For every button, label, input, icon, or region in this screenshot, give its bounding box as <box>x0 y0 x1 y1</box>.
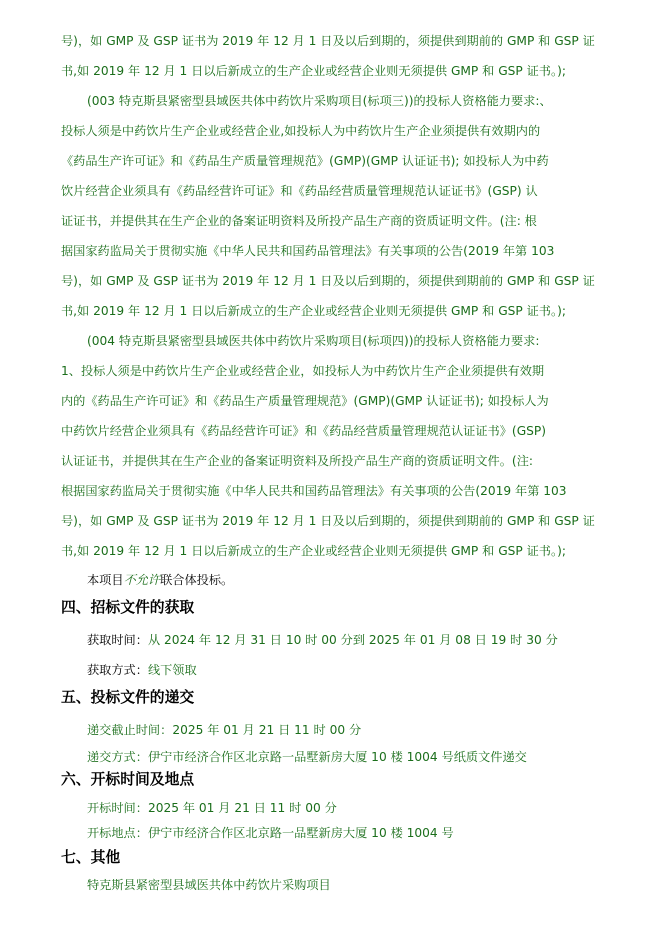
section-4-item-1 <box>87 632 558 648</box>
section-7-item-1 <box>87 877 331 893</box>
item-value: 特克斯县紧密型县域医共体中药饮片采购项目 <box>87 878 331 892</box>
item-value: 伊宁市经济合作区北京路一品墅新房大厦 10 楼 1004 号 <box>147 826 454 840</box>
item-value: 线下领取 <box>147 663 197 677</box>
consortium-value: 不允许 <box>123 573 161 587</box>
item-value: 伊宁市经济合作区北京路一品墅新房大厦 10 楼 1004 号纸质文件递交 <box>147 750 527 764</box>
paragraph-3-line-5: 认证证书，并提供其在生产企业的备案证明资料及所投产品生产商的资质证明文件。(注: <box>61 454 533 468</box>
paragraph-1-line-1: 号)，如 GMP 及 GSP 证书为 2019 年 12 月 1 日及以后到期的，须提供到期前的 GMP 和 GSP 证 <box>61 34 595 48</box>
section-5-item-1 <box>87 722 361 738</box>
paragraph-3-line-3: 内的《药品生产许可证》和《药品生产质量管理规范》(GMP)(GMP 认证证书); 如投标人为 <box>61 394 549 408</box>
paragraph-2-line-3: 《药品生产许可证》和《药品生产质量管理规范》(GMP)(GMP 认证证书); 如投标人为中药 <box>61 154 549 168</box>
section-heading-7: 七、其他 <box>61 849 121 866</box>
paragraph-3-line-2: 1、投标人须是中药饮片生产企业或经营企业，如投标人为中药饮片生产企业须提供有效期 <box>61 364 545 378</box>
paragraph-2-line-1: (003 特克斯县紧密型县域医共体中药饮片采购项目(标项三))的投标人资格能力要求:、 <box>87 94 552 108</box>
item-label: 开标地点： <box>87 826 148 840</box>
paragraph-2-line-7: 号)，如 GMP 及 GSP 证书为 2019 年 12 月 1 日及以后到期的，须提供到期前的 GMP 和 GSP 证 <box>61 274 595 288</box>
paragraph-2-line-8: 书,如 2019 年 12 月 1 日以后新成立的生产企业或经营企业则无须提供 GMP 和 GSP 证书。); <box>61 304 566 318</box>
section-4-item-2 <box>87 662 197 678</box>
item-label: 获取方式： <box>87 663 148 677</box>
item-label: 开标时间： <box>87 801 148 815</box>
paragraph-2-line-2: 投标人须是中药饮片生产企业或经营企业,如投标人为中药饮片生产企业须提供有效期内的 <box>61 124 541 138</box>
section-5-item-2 <box>87 749 527 765</box>
paragraph-3-line-6: 根据国家药监局关于贯彻实施《中华人民共和国药品管理法》有关事项的公告(2019 年第 103 <box>61 484 567 498</box>
paragraph-2-line-6: 据国家药监局关于贯彻实施《中华人民共和国药品管理法》有关事项的公告(2019 年第 103 <box>61 244 555 258</box>
paragraph-3-line-8: 书,如 2019 年 12 月 1 日以后新成立的生产企业或经营企业则无须提供 GMP 和 GSP 证书。); <box>61 544 566 558</box>
item-label: 递交方式： <box>87 750 148 764</box>
section-heading-5: 五、投标文件的递交 <box>61 689 195 706</box>
item-value: 2025 年 01 月 21 日 11 时 00 分 <box>147 801 337 815</box>
paragraph-1-line-2: 书,如 2019 年 12 月 1 日以后新成立的生产企业或经营企业则无须提供 GMP 和 GSP 证书。); <box>61 64 566 78</box>
consortium-prefix: 本项目 <box>87 573 124 587</box>
section-heading-6: 六、开标时间及地点 <box>61 771 195 788</box>
paragraph-2-line-4: 饮片经营企业须具有《药品经营许可证》和《药品经营质量管理规范认证证书》(GSP) 认 <box>61 184 538 198</box>
paragraph-3-line-1: (004 特克斯县紧密型县域医共体中药饮片采购项目(标项四))的投标人资格能力要求: <box>87 334 540 348</box>
paragraph-3-line-7: 号)，如 GMP 及 GSP 证书为 2019 年 12 月 1 日及以后到期的，须提供到期前的 GMP 和 GSP 证 <box>61 514 595 528</box>
paragraph-2-line-5: 证证书，并提供其在生产企业的备案证明资料及所投产品生产商的资质证明文件。(注: 根 <box>61 214 537 228</box>
item-label: 获取时间： <box>87 633 148 647</box>
section-6-item-1 <box>87 800 337 816</box>
paragraph-3-line-4: 中药饮片经营企业须具有《药品经营许可证》和《药品经营质量管理规范认证证书》(GSP) <box>61 424 546 438</box>
item-label: 递交截止时间： <box>87 723 173 737</box>
section-6-item-2 <box>87 825 454 841</box>
consortium-suffix: 联合体投标。 <box>160 573 234 587</box>
item-value: 2025 年 01 月 21 日 11 时 00 分 <box>172 723 362 737</box>
consortium-line <box>87 572 233 588</box>
section-heading-4: 四、招标文件的获取 <box>61 599 195 616</box>
item-value: 从 2024 年 12 月 31 日 10 时 00 分到 2025 年 01 月 08 日 19 时 30 分 <box>147 633 558 647</box>
